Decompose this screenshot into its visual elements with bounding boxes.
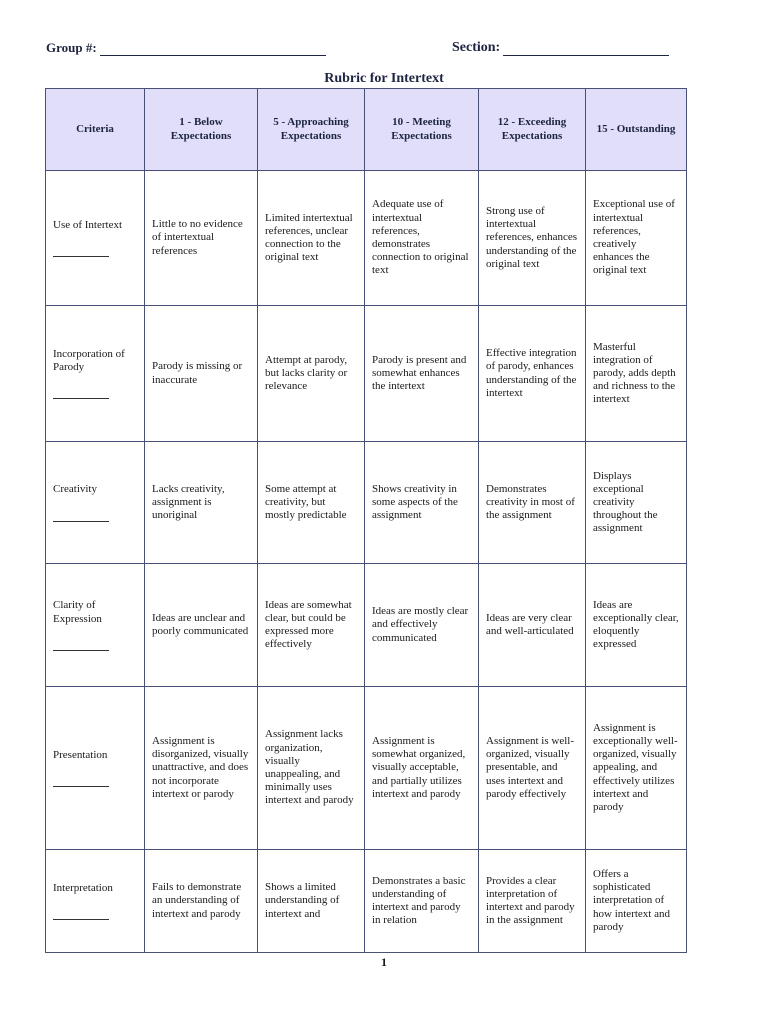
descriptor-cell: Masterful integration of parody, adds depth and richness to the intertext — [586, 306, 687, 442]
score-blank[interactable] — [53, 786, 109, 787]
rubric-table — [45, 88, 687, 953]
descriptor-cell: Provides a clear interpretation of intertext and parody in the assignment — [479, 850, 586, 953]
criterion-cell — [46, 171, 145, 306]
descriptor-cell: Exceptional use of intertextual references, creatively enhances the original text — [586, 171, 687, 306]
descriptor-cell: Lacks creativity, assignment is unoriginal — [145, 442, 258, 564]
table-row — [46, 442, 687, 564]
page-title: Rubric for Intertext — [324, 71, 444, 86]
section-blank[interactable] — [503, 42, 669, 56]
group-blank[interactable] — [100, 42, 326, 56]
descriptor-cell: Shows a limited understanding of intertext and — [258, 850, 365, 953]
criterion-label: Incorporation of Parody — [53, 347, 125, 373]
page-number: 1 — [381, 955, 387, 969]
descriptor-cell: Shows creativity in some aspects of the assignment — [365, 442, 479, 564]
column-header: 12 - Exceeding Expectations — [479, 89, 586, 171]
table-row — [46, 306, 687, 442]
score-blank[interactable] — [53, 650, 109, 651]
descriptor-cell: Displays exceptional creativity throughout the assignment — [586, 442, 687, 564]
section-field — [452, 40, 669, 56]
descriptor-cell: Little to no evidence of intertextual references — [145, 171, 258, 306]
criterion-cell — [46, 564, 145, 687]
criterion-label: Creativity — [53, 483, 97, 496]
descriptor-cell: Assignment is well-organized, visually presentable, and uses intertext and parody effectively — [479, 687, 586, 850]
score-blank[interactable] — [53, 521, 109, 522]
descriptor-cell: Limited intertextual references, unclear connection to the original text — [258, 171, 365, 306]
descriptor-cell: Ideas are very clear and well-articulated — [479, 564, 586, 687]
criterion-label: Clarity of Expression — [53, 599, 102, 625]
descriptor-cell: Adequate use of intertextual references, demonstrates connection to original text — [365, 171, 479, 306]
descriptor-cell: Assignment is somewhat organized, visually acceptable, and partially utilizes intertext and parody — [365, 687, 479, 850]
descriptor-cell: Attempt at parody, but lacks clarity or relevance — [258, 306, 365, 442]
descriptor-cell: Effective integration of parody, enhances understanding of the intertext — [479, 306, 586, 442]
descriptor-cell: Demonstrates creativity in most of the assignment — [479, 442, 586, 564]
criterion-cell — [46, 442, 145, 564]
descriptor-cell: Ideas are somewhat clear, but could be expressed more effectively — [258, 564, 365, 687]
descriptor-cell: Assignment is disorganized, visually unattractive, and does not incorporate intertext or parody — [145, 687, 258, 850]
table-row — [46, 687, 687, 850]
descriptor-cell: Demonstrates a basic understanding of intertext and parody in relation — [365, 850, 479, 953]
column-header: 10 - Meeting Expectations — [365, 89, 479, 171]
descriptor-cell: Assignment lacks organization, visually unappealing, and minimally uses intertext and parody — [258, 687, 365, 850]
criterion-cell — [46, 306, 145, 442]
table-row — [46, 171, 687, 306]
descriptor-cell: Ideas are mostly clear and effectively communicated — [365, 564, 479, 687]
table-row — [46, 850, 687, 953]
descriptor-cell: Fails to demonstrate an understanding of intertext and parody — [145, 850, 258, 953]
descriptor-cell: Strong use of intertextual references, enhances understanding of the original text — [479, 171, 586, 306]
column-header: 1 - Below Expectations — [145, 89, 258, 171]
table-row — [46, 564, 687, 687]
score-blank[interactable] — [53, 256, 109, 257]
descriptor-cell: Offers a sophisticated interpretation of how intertext and parody — [586, 850, 687, 953]
criterion-label: Interpretation — [53, 881, 113, 894]
group-field — [46, 40, 326, 56]
column-header: 5 - Approaching Expectations — [258, 89, 365, 171]
criterion-label: Presentation — [53, 748, 108, 761]
descriptor-cell: Parody is present and somewhat enhances the intertext — [365, 306, 479, 442]
header-row — [46, 89, 687, 171]
descriptor-cell: Ideas are exceptionally clear, eloquently expressed — [586, 564, 687, 687]
criterion-cell — [46, 850, 145, 953]
column-header: 15 - Outstanding — [586, 89, 687, 171]
column-header: Criteria — [46, 89, 145, 171]
descriptor-cell: Some attempt at creativity, but mostly predictable — [258, 442, 365, 564]
descriptor-cell: Parody is missing or inaccurate — [145, 306, 258, 442]
descriptor-cell: Assignment is exceptionally well-organized, visually appealing, and effectively utilizes intertext and parody — [586, 687, 687, 850]
criterion-cell — [46, 687, 145, 850]
score-blank[interactable] — [53, 398, 109, 399]
group-label: Group #: — [46, 40, 97, 55]
criterion-label: Use of Intertext — [53, 218, 123, 231]
score-blank[interactable] — [53, 919, 109, 920]
section-label: Section: — [452, 40, 501, 55]
descriptor-cell: Ideas are unclear and poorly communicated — [145, 564, 258, 687]
